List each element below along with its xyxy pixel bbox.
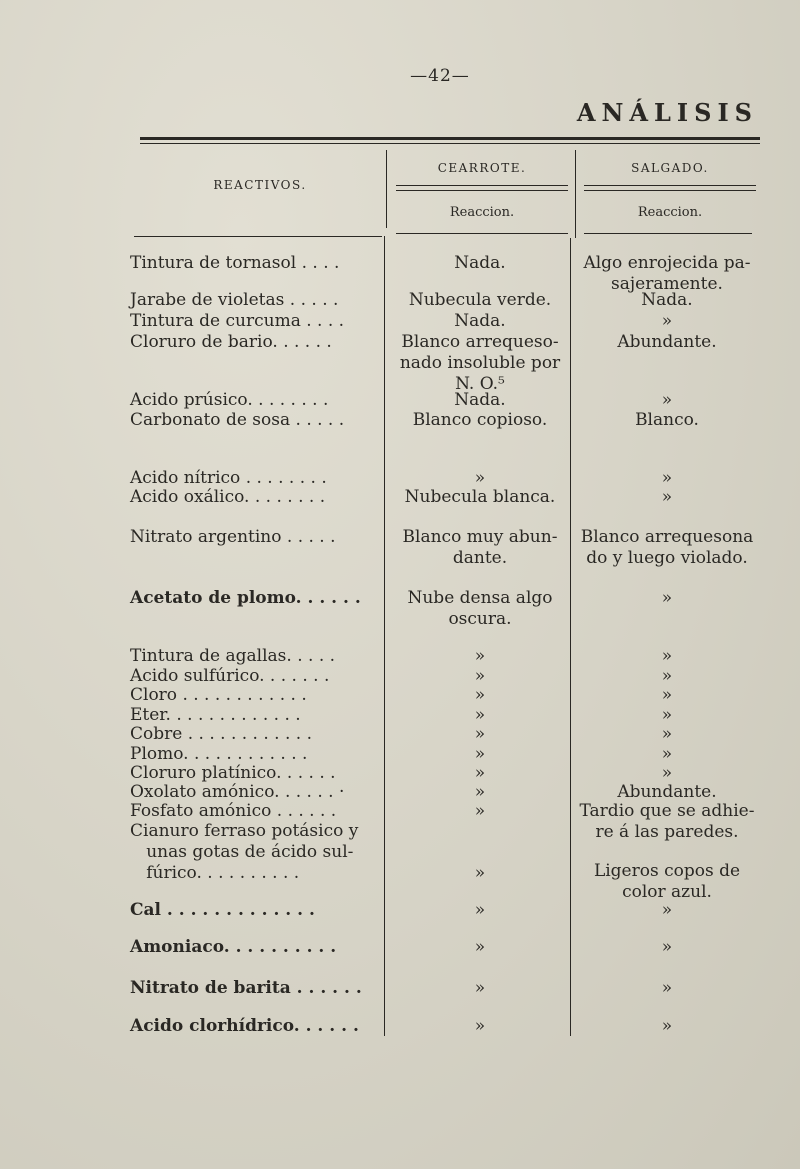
reaction-salgado: » (661, 311, 673, 331)
reagent-name: Acido nítrico . . . . . . . . (130, 468, 327, 488)
reaction-salgado: » (661, 744, 673, 764)
reaction-salgado: Algo enrojecida pa- sajeramente. (583, 253, 751, 294)
subheader-col2: Reaccion. (637, 205, 703, 220)
header-col1: CEARROTE. (437, 161, 527, 175)
reaction-cearrote: » (474, 646, 486, 666)
reaction-cearrote: » (474, 744, 486, 764)
reaction-salgado: » (661, 937, 673, 957)
reaction-cearrote: Nada. (454, 253, 506, 273)
section-title: ANÁLISIS (576, 98, 758, 127)
reagent-name: Plomo. . . . . . . . . . . . (130, 744, 308, 764)
reaction-salgado: Nada. (641, 290, 693, 310)
reaction-cearrote: » (474, 978, 486, 998)
reagent-name: Eter. . . . . . . . . . . . . (130, 705, 301, 725)
reaction-cearrote: » (474, 900, 486, 920)
header-col1-rule-a (396, 185, 568, 186)
reagent-name: Cloro . . . . . . . . . . . . (130, 685, 307, 705)
reaction-cearrote: Nada. (454, 390, 506, 410)
reagent-name: Nitrato de barita . . . . . . (130, 978, 362, 998)
reaction-cearrote: Blanco copioso. (412, 410, 548, 430)
reagent-name: Acido clorhídrico. . . . . . (130, 1016, 359, 1036)
header-col2-rule-b (584, 190, 756, 191)
reaction-cearrote: Nubecula blanca. (404, 487, 556, 507)
page-number: —42— (410, 66, 470, 86)
reaction-salgado: Tardio que se adhie- re á las paredes. (579, 801, 755, 842)
reaction-cearrote: Nubecula verde. (408, 290, 552, 310)
reaction-cearrote: Nada. (454, 311, 506, 331)
top-rule-thin (140, 143, 760, 144)
reaction-salgado: » (661, 900, 673, 920)
reaction-salgado: » (661, 468, 673, 488)
reaction-cearrote: » (474, 1016, 486, 1036)
top-rule-thick (140, 137, 760, 140)
reaction-cearrote: » (474, 724, 486, 744)
reagent-name: Tintura de tornasol . . . . (130, 253, 340, 273)
reaction-cearrote: » (474, 468, 486, 488)
reagent-name: Acido prúsico. . . . . . . . (130, 390, 329, 410)
reaction-cearrote: » (474, 937, 486, 957)
reaction-cearrote: » (474, 782, 486, 802)
reaction-cearrote: Nube densa algo oscura. (407, 588, 553, 629)
header-bottom-rule-2 (396, 233, 568, 234)
column-divider-1-body (384, 236, 385, 1036)
reaction-salgado: » (661, 646, 673, 666)
reagent-name: Oxolato amónico. . . . . . · (130, 782, 345, 802)
reagent-name: Tintura de agallas. . . . . (130, 646, 336, 666)
reaction-cearrote: » (474, 705, 486, 725)
reagent-name: Cianuro ferraso potásico y unas gotas de ácido sul- fúrico. . . . . . . . . . (130, 821, 359, 883)
reaction-salgado: » (661, 588, 673, 608)
reagent-name: Cal . . . . . . . . . . . . . (130, 900, 315, 920)
header-bottom-rule-1 (134, 236, 382, 237)
reaction-salgado: » (661, 763, 673, 783)
reaction-cearrote: » (474, 666, 486, 686)
reaction-cearrote: Blanco arrequeso- nado insoluble por N. O.⁵ (399, 332, 561, 394)
reagent-name: Cloruro platínico. . . . . . (130, 763, 336, 783)
reagent-name: Tintura de curcuma . . . . (130, 311, 345, 331)
reaction-salgado: Abundante. (617, 332, 717, 352)
reaction-salgado: » (661, 685, 673, 705)
reagent-name: Carbonato de sosa . . . . . (130, 410, 345, 430)
reaction-cearrote: » (474, 863, 486, 883)
reaction-salgado: » (661, 666, 673, 686)
header-col2-rule-a (584, 185, 756, 186)
reagent-name: Fosfato amónico . . . . . . (130, 801, 337, 821)
reaction-salgado: » (661, 978, 673, 998)
reaction-cearrote: » (474, 763, 486, 783)
reaction-salgado: Blanco. (635, 410, 699, 430)
reaction-salgado: » (661, 724, 673, 744)
reagent-name: Jarabe de violetas . . . . . (130, 290, 339, 310)
subheader-col1: Reaccion. (449, 205, 515, 220)
reagent-name: Cloruro de bario. . . . . . (130, 332, 332, 352)
reagent-name: Amoniaco. . . . . . . . . . (130, 937, 337, 957)
header-reactivos: REACTIVOS. (213, 178, 307, 192)
reaction-cearrote: Blanco muy abun- dante. (402, 527, 558, 568)
header-col2: SALGADO. (631, 161, 709, 175)
reaction-salgado: » (661, 487, 673, 507)
reagent-name: Acetato de plomo. . . . . . (130, 588, 361, 608)
header-bottom-rule-3 (584, 233, 752, 234)
column-divider-1 (386, 150, 387, 228)
reagent-name: Cobre . . . . . . . . . . . . (130, 724, 313, 744)
header-col1-rule-b (396, 190, 568, 191)
column-divider-2 (575, 150, 576, 238)
reaction-salgado: Blanco arrequesona do y luego violado. (580, 527, 754, 568)
reaction-salgado: » (661, 390, 673, 410)
reagent-name: Acido oxálico. . . . . . . . (130, 487, 326, 507)
reagent-name: Acido sulfúrico. . . . . . . (130, 666, 330, 686)
reaction-salgado: Ligeros copos de color azul. (593, 861, 741, 902)
reaction-salgado: » (661, 705, 673, 725)
reaction-salgado: » (661, 1016, 673, 1036)
reaction-cearrote: » (474, 685, 486, 705)
reaction-cearrote: » (474, 801, 486, 821)
reagent-name: Nitrato argentino . . . . . (130, 527, 336, 547)
reaction-salgado: Abundante. (617, 782, 717, 802)
